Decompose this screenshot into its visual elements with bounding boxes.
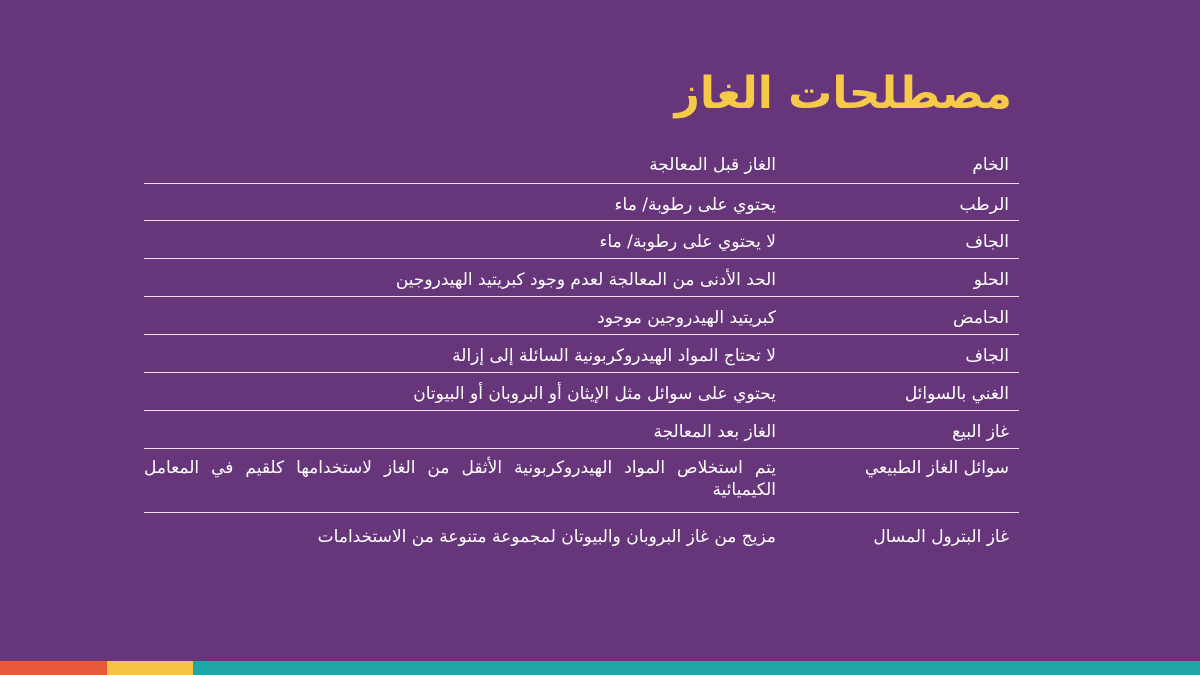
term-cell: غاز البترول المسال	[873, 527, 1009, 547]
table-row	[144, 297, 1019, 335]
table-row	[144, 184, 1019, 221]
definition-cell: لا يحتوي على رطوبة/ ماء	[599, 232, 776, 252]
definition-cell: يحتوي على سوائل مثل الإيثان أو البروبان أو البيوتان	[413, 384, 776, 404]
definition-cell: يتم استخلاص المواد الهيدروكربونية الأثقل من الغاز لاستخدامها كلقيم في المعامل الكيميائية	[144, 458, 776, 500]
term-cell: الجاف	[965, 232, 1009, 252]
definition-cell: لا تحتاج المواد الهيدروكربونية السائلة إلى إزالة	[452, 346, 776, 366]
table-row	[144, 259, 1019, 297]
table-row	[144, 221, 1019, 259]
definition-cell: الغاز قبل المعالجة	[649, 155, 776, 175]
term-cell: الرطب	[959, 195, 1009, 215]
footer-bar-orange	[0, 661, 107, 675]
terms-table	[144, 146, 1019, 555]
term-cell: الخام	[972, 155, 1009, 175]
table-row	[144, 373, 1019, 411]
table-row	[144, 513, 1019, 555]
definition-cell: الحد الأدنى من المعالجة لعدم وجود كبريتيد الهيدروجين	[395, 270, 776, 290]
table-row	[144, 411, 1019, 449]
table-row	[144, 449, 1019, 513]
term-cell: الحامض	[953, 308, 1009, 328]
definition-cell: كبريتيد الهيدروجين موجود	[597, 308, 776, 328]
definition-cell: مزيج من غاز البروبان والبيوتان لمجموعة متنوعة من الاستخدامات	[317, 527, 776, 547]
term-cell: سوائل الغاز الطبيعي	[864, 458, 1009, 478]
term-cell: الغني بالسوائل	[904, 384, 1009, 404]
footer-bar-teal	[193, 661, 1200, 675]
table-row	[144, 146, 1019, 184]
term-cell: الجاف	[965, 346, 1009, 366]
term-cell: غاز البيع	[952, 422, 1009, 442]
term-cell: الحلو	[973, 270, 1009, 290]
slide-title: مصطلحات الغاز	[674, 68, 1012, 119]
definition-cell: الغاز بعد المعالجة	[653, 422, 776, 442]
table-row	[144, 335, 1019, 373]
definition-cell: يحتوي على رطوبة/ ماء	[614, 195, 776, 215]
footer-bar-yellow	[107, 661, 193, 675]
